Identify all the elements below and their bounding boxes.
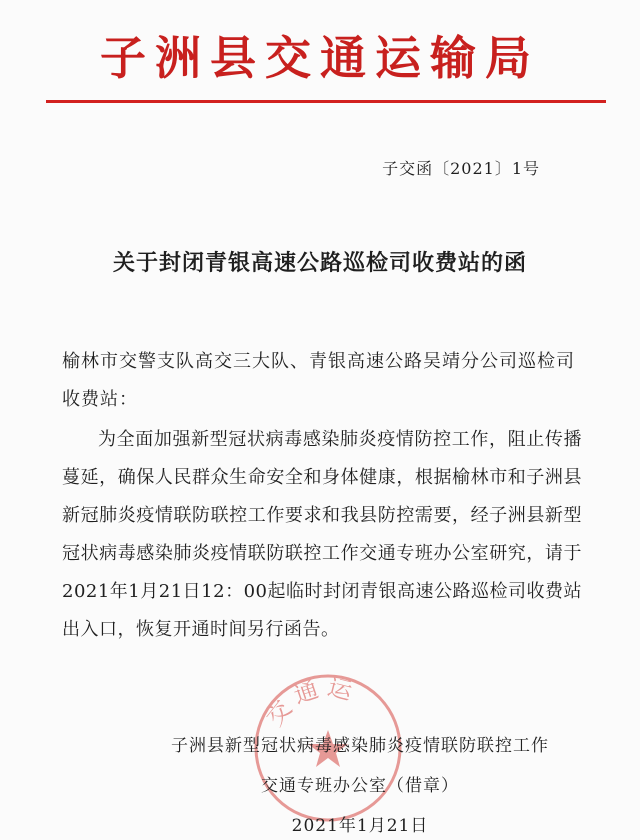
signature-block: [140, 726, 580, 840]
signature-organization-line2: 交通专班办公室（借章）: [261, 776, 459, 796]
document-title: 关于封闭青银高速公路巡检司收费站的函: [112, 250, 527, 276]
signature-organization-line1: 子洲县新型冠状病毒感染肺炎疫情联防联控工作: [171, 736, 549, 756]
svg-text:交通运: [261, 673, 361, 732]
body-paragraph: 为全面加强新型冠状病毒感染肺炎疫情防控工作，阻止传播蔓延，确保人民群众生命安全和身体健康，根据榆林市和子洲县新冠肺炎疫情联防联控工作要求和我县防控需要，经子洲县新型冠状病毒感染肺炎疫情联防联控工作交通专班办公室研究，请于2021年1月21日12：00起临时封闭青银高速公路巡检司收费站出入口，恢复开通时间另行函告。: [62, 429, 582, 640]
recipients: 榆林市交警支队高交三大队、青银高速公路吴靖分公司巡检司收费站：: [62, 351, 575, 410]
document-number: 子交函〔2021〕1号: [382, 159, 540, 178]
letterhead-title: 子洲县交通运输局: [100, 31, 540, 85]
signature-date: 2021年1月21日: [291, 816, 429, 836]
letterhead-red-rule: [46, 100, 606, 103]
seal-text: 交通运: [260, 672, 361, 732]
